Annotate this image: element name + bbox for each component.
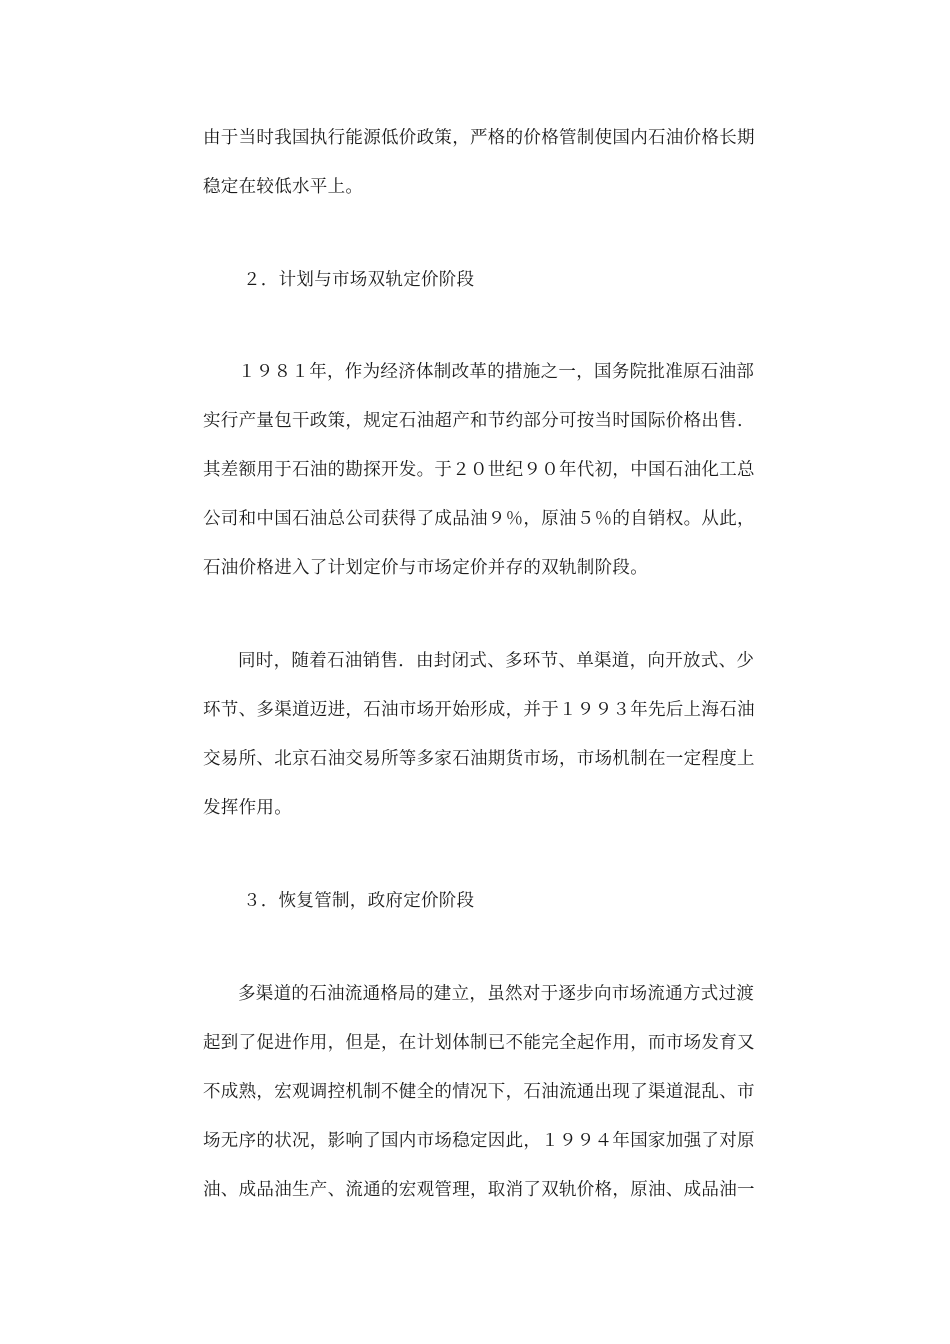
text-line: 发挥作用。 bbox=[203, 798, 292, 818]
text-line: 实行产量包干政策，规定石油超产和节约部分可按当时国际价格出售. bbox=[203, 411, 743, 431]
text-line: 同时，随着石油销售．由封闭式、多环节、单渠道，向开放式、少 bbox=[238, 651, 755, 671]
text-line: 稳定在较低水平上。 bbox=[203, 177, 364, 197]
text-line: 石油价格进入了计划定价与市场定价并存的双轨制阶段。 bbox=[203, 558, 648, 578]
text-line: 不成熟，宏观调控机制不健全的情况下，石油流通出现了渠道混乱、市 bbox=[203, 1082, 755, 1102]
text-line: 多渠道的石油流通格局的建立，虽然对于逐步向市场流通方式过渡 bbox=[238, 984, 755, 1004]
text-line: 场无序的状况，影响了国内市场稳定因此，１９９４年国家加强了对原 bbox=[203, 1131, 755, 1151]
text-line: 公司和中国石油总公司获得了成品油９％，原油５％的自销权。从此， bbox=[203, 509, 755, 529]
text-line: 环节、多渠道迈进，石油市场开始形成，并于１９９３年先后上海石油 bbox=[203, 700, 755, 720]
text-line: １９８１年，作为经济体制改革的措施之一，国务院批准原石油部 bbox=[238, 362, 755, 382]
section-heading: ３．恢复管制，政府定价阶段 bbox=[243, 891, 475, 911]
text-line: 起到了促进作用，但是，在计划体制已不能完全起作用，而市场发育又 bbox=[203, 1033, 755, 1053]
text-line: 油、成品油生产、流通的宏观管理，取消了双轨价格，原油、成品油一 bbox=[203, 1180, 755, 1200]
text-line: 交易所、北京石油交易所等多家石油期货市场，市场机制在一定程度上 bbox=[203, 749, 755, 769]
section-heading: ２．计划与市场双轨定价阶段 bbox=[243, 270, 475, 290]
text-line: 由于当时我国执行能源低价政策，严格的价格管制使国内石油价格长期 bbox=[203, 128, 755, 148]
text-line: 其差额用于石油的勘探开发。于２０世纪９０年代初，中国石油化工总 bbox=[203, 460, 755, 480]
